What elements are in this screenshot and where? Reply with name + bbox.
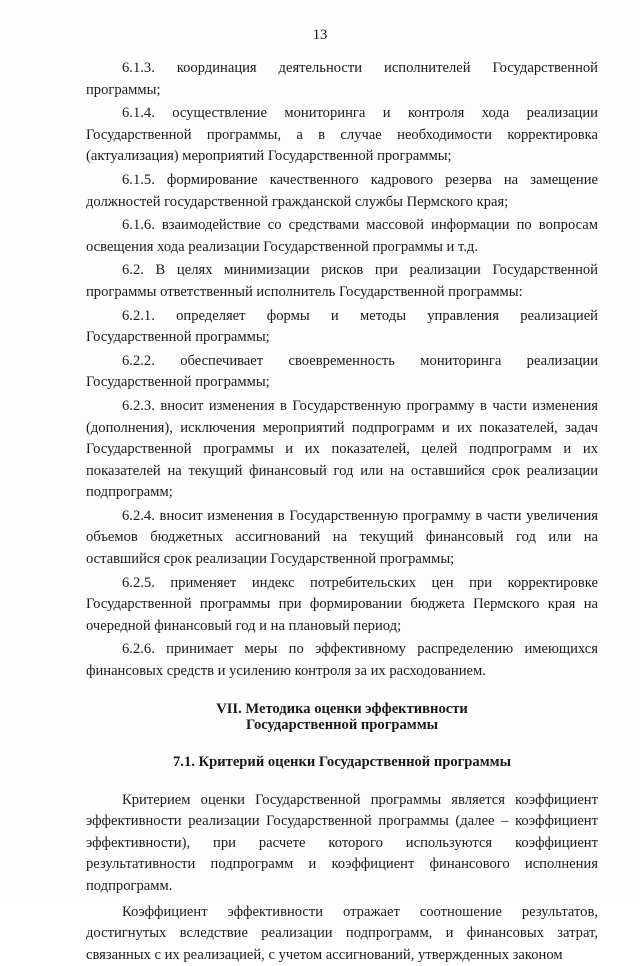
item-6-2-2: 6.2.2. обеспечивает своевременность мониторинга реализации Государственной программы; [86, 352, 598, 391]
section-heading-line2: Государственной программы [245, 716, 439, 733]
item-6-2: 6.2. В целях минимизации рисков при реализации Государственной программы ответственный исполнитель Государственной программы: [86, 262, 598, 300]
item-6-1-5: 6.1.5. формирование качественного кадрового резерва на замещение должностей государственной гражданской службы Пермского края; [86, 171, 598, 210]
item-6-1-6: 6.1.6. взаимодействие со средствами массовой информации по вопросам освещения хода реализации Государственной программы и т.д. [86, 217, 598, 255]
item-6-2-4: 6.2.4. вносит изменения в Государственную программу в части увеличения объемов бюджетных ассигнований на текущий финансовый год или на оставшийся срок реализации Государственной программы; [86, 507, 598, 568]
page-number: 13 [312, 27, 328, 43]
item-6-2-6: 6.2.6. принимает меры по эффективному распределению имеющихся финансовых средств и усилению контроля за их расходованием. [86, 641, 598, 680]
paragraph-criterion: Критерием оценки Государственной программы является коэффициент эффективности реализации Государственной программы (далее – коэффициент эффективности), при расчете которого используются коэффициент результативности подпрограмм и коэффициент финансового исполнения подпрограмм. [86, 791, 598, 894]
item-6-2-5: 6.2.5. применяет индекс потребительских цен при корректировке Государственной программы при формировании бюджета Пермского края на очередной финансовый год и на плановый период; [86, 574, 598, 634]
item-6-2-1: 6.2.1. определяет формы и методы управления реализацией Государственной программы; [86, 307, 598, 346]
document-body [86, 58, 598, 966]
section-heading-line1: VII. Методика оценки эффективности [216, 700, 468, 717]
item-6-2-3: 6.2.3. вносит изменения в Государственную программу в части изменения (дополнения), исключения мероприятий подпрограмм и их показателей, задач Государственной программы и их показателей, целей подпрограмм и их показателей на текущий финансовый год или на оставшийся срок реализации подпрограмм; [86, 397, 598, 501]
item-6-1-4: 6.1.4. осуществление мониторинга и контроля хода реализации Государственной программы, а в случае необходимости корректировка (актуализация) мероприятий Государственной программы; [86, 105, 598, 165]
item-6-1-3: 6.1.3. координация деятельности исполнителей Государственной программы; [86, 60, 598, 98]
subsection-heading: 7.1. Критерий оценки Государственной программы [173, 753, 511, 770]
section-heading [86, 701, 598, 733]
paragraph-coefficient: Коэффициент эффективности отражает соотношение результатов, достигнутых вследствие реализации подпрограмм, и финансовых затрат, связанных с их реализацией, с учетом ассигнований, утвержденных законом [86, 903, 598, 963]
